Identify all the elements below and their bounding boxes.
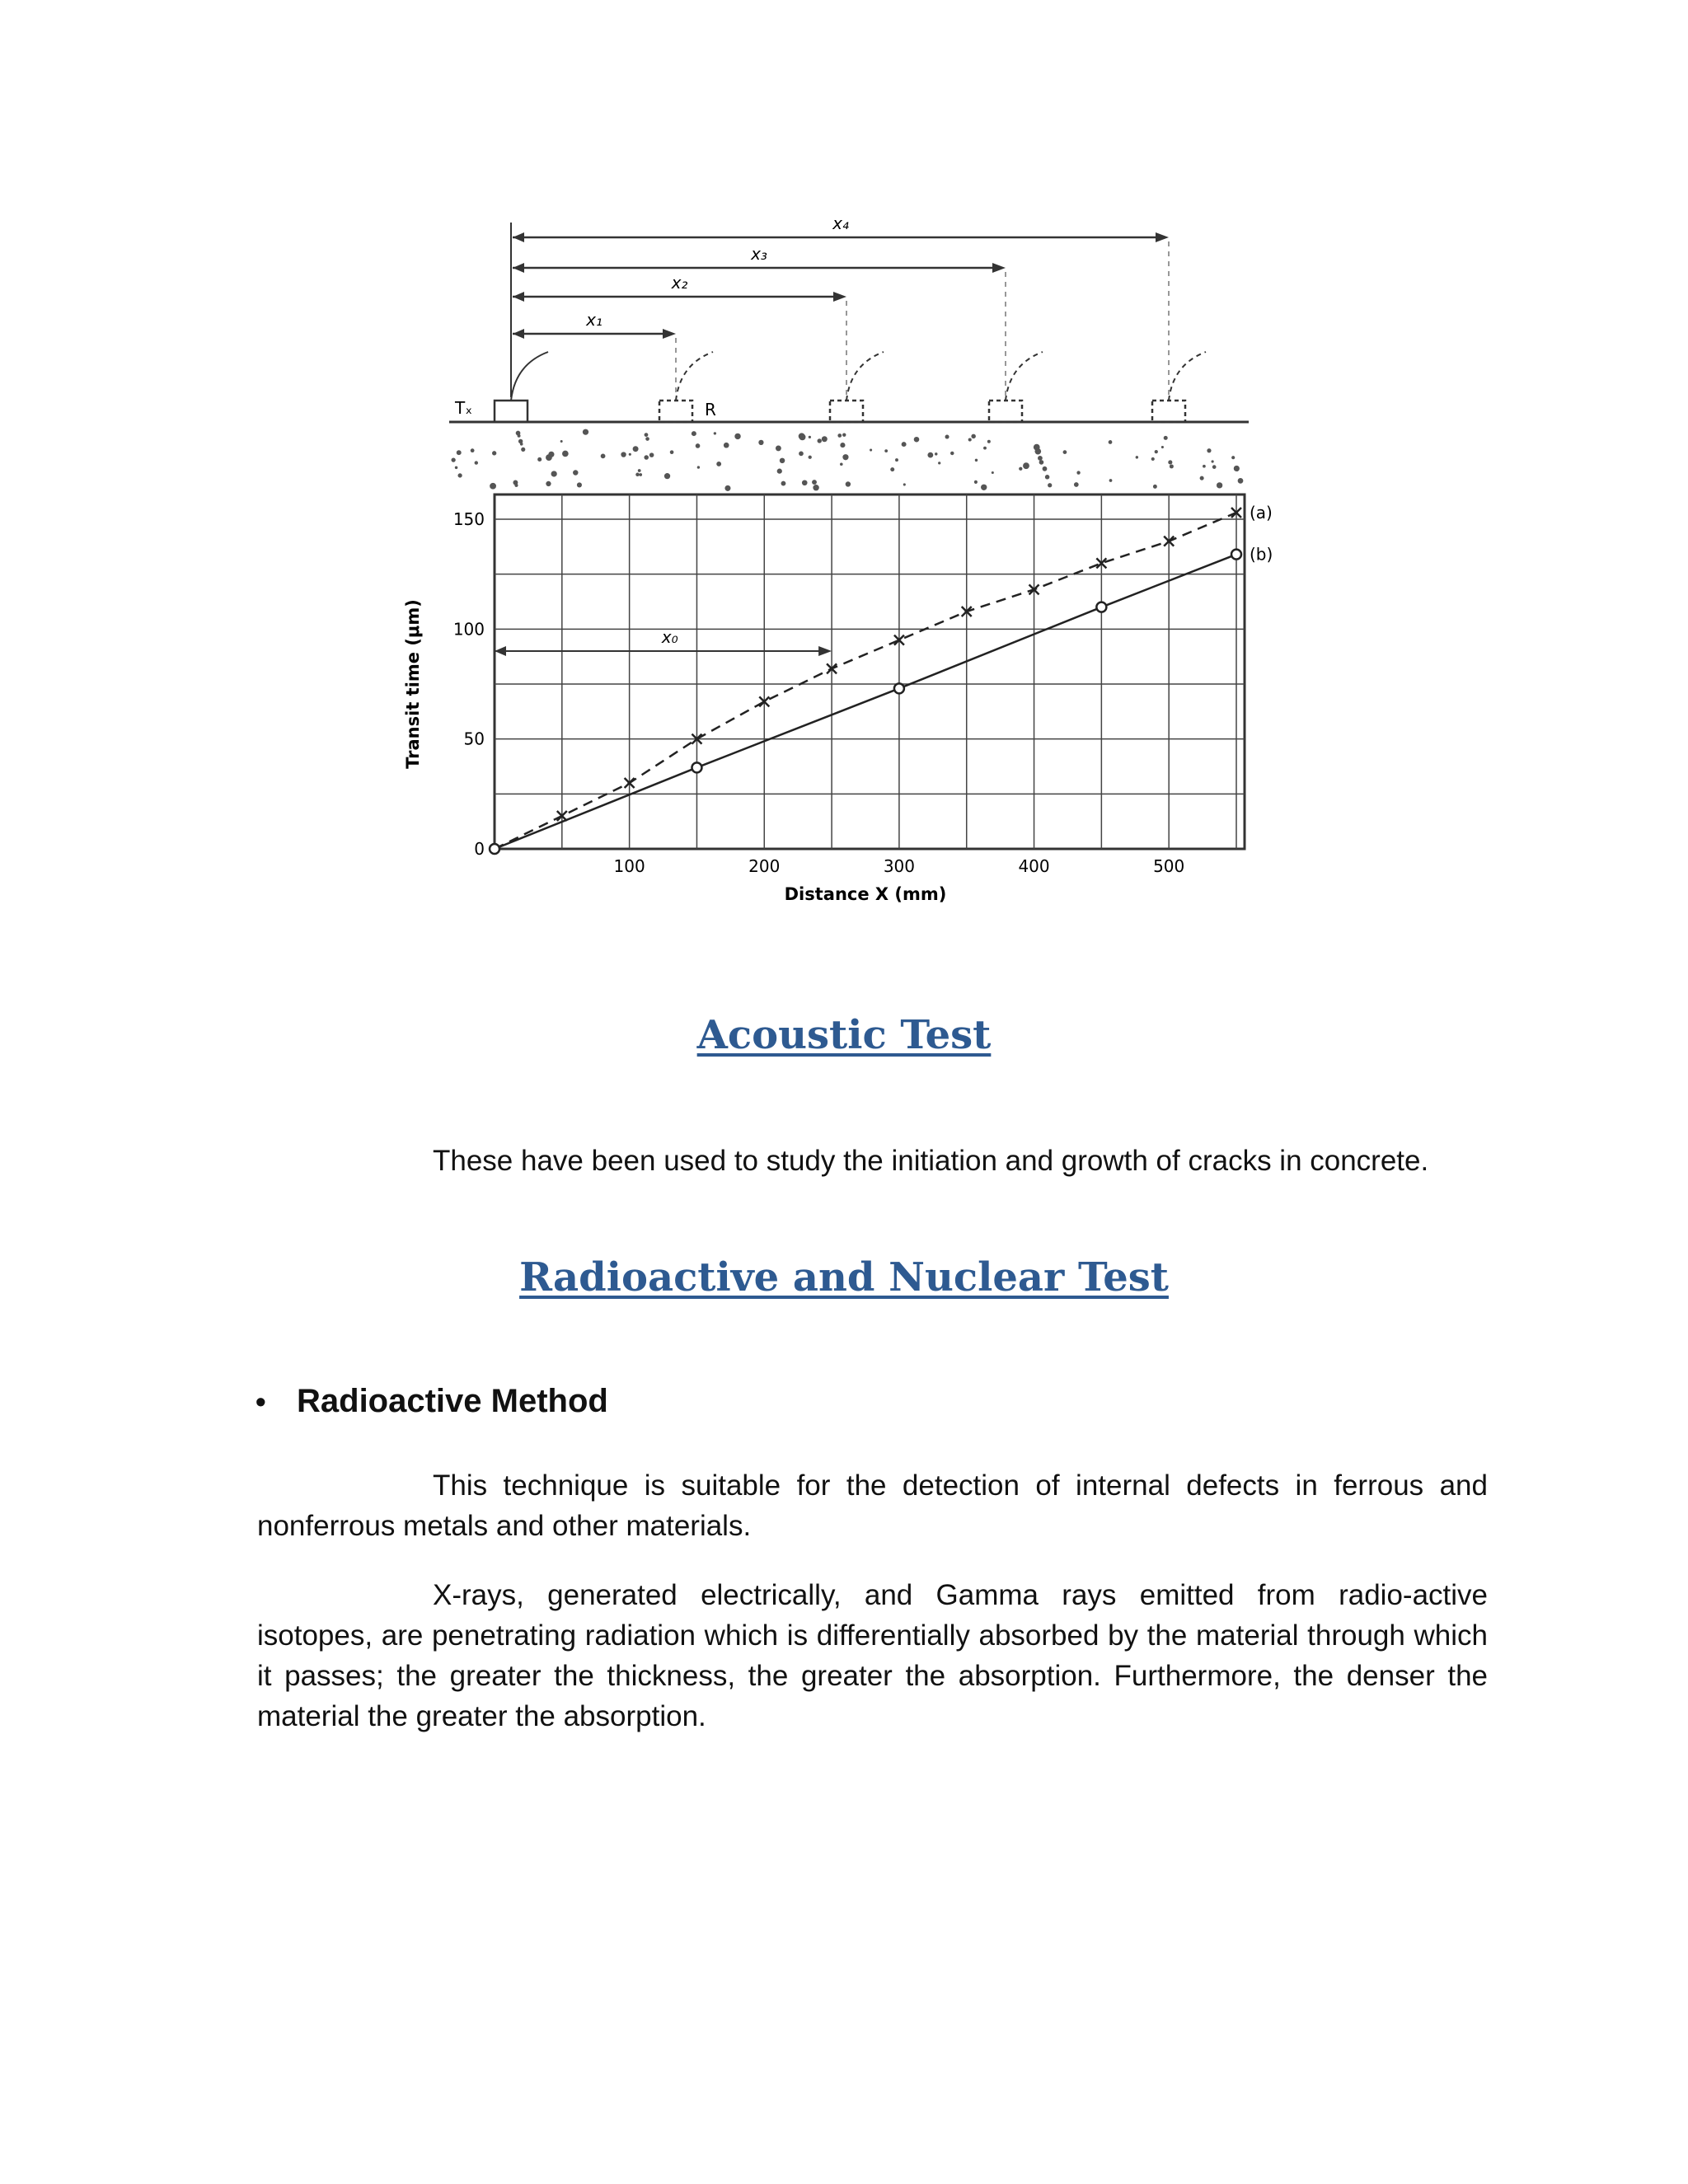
receiver-probe <box>1152 401 1185 422</box>
distance-label: x₂ <box>671 273 688 293</box>
aggregate-dot <box>780 458 785 464</box>
aggregate-dot <box>451 457 455 462</box>
aggregate-dot <box>551 471 557 476</box>
aggregate-dot <box>1063 450 1067 454</box>
probe-cable <box>1006 352 1043 401</box>
radioactive-paragraph-1: This technique is suitable for the detection of internal defects in ferrous and nonferrous metals and other materials. <box>257 1469 1488 1542</box>
x0-arrow-head-left <box>495 646 506 656</box>
aggregate-dot <box>638 469 641 472</box>
aggregate-dot <box>455 466 457 469</box>
aggregate-dot <box>562 451 569 457</box>
aggregate-dot <box>840 443 845 448</box>
aggregate-dot <box>914 437 920 443</box>
aggregate-dot <box>992 471 994 474</box>
arrow-head-left <box>513 292 524 302</box>
aggregate-dot <box>629 453 631 456</box>
aggregate-dot <box>1109 479 1113 482</box>
aggregate-dot <box>1170 464 1174 468</box>
aggregate-dot <box>902 442 907 447</box>
aggregate-dot <box>696 443 701 448</box>
transducer-diagram <box>449 213 1249 491</box>
aggregate-dot <box>938 462 940 464</box>
aggregate-dot <box>577 482 582 487</box>
aggregate-dot <box>1207 448 1211 452</box>
aggregate-dot <box>1034 448 1041 455</box>
probe-cable <box>846 352 884 401</box>
x0-arrow-head-right <box>818 646 832 656</box>
aggregate-dot <box>1161 446 1164 448</box>
arrow-head-left <box>513 232 524 242</box>
aggregate-dot <box>548 452 554 457</box>
aggregate-dot <box>818 438 822 443</box>
aggregate-dot <box>799 452 804 457</box>
aggregate-dot <box>945 435 950 439</box>
aggregate-dot <box>649 452 654 457</box>
aggregate-dot <box>1136 456 1138 458</box>
receiver-probe <box>830 401 863 422</box>
aggregate-dot <box>583 429 588 435</box>
aggregate-dot <box>870 448 872 451</box>
transit-time-chart <box>403 494 1273 904</box>
acoustic-test-heading: Acoustic Test <box>696 1012 992 1058</box>
aggregate-dot <box>1039 460 1044 465</box>
x-tick-label: 500 <box>1153 856 1185 876</box>
aggregate-dot <box>1109 440 1113 444</box>
aggregate-dot <box>457 450 462 455</box>
data-point-b <box>490 844 499 854</box>
aggregate-dot <box>822 436 828 442</box>
y-axis-label: Transit time (μm) <box>403 599 423 769</box>
aggregate-dot <box>573 470 578 475</box>
receiver-probe <box>989 401 1022 422</box>
aggregate-dot <box>842 454 848 460</box>
aggregate-dot <box>457 473 462 477</box>
aggregate-dot <box>927 452 933 458</box>
aggregate-dot <box>935 452 937 455</box>
series-line-a <box>495 513 1236 849</box>
aggregate-dot <box>809 436 811 438</box>
aggregate-dot <box>724 443 729 448</box>
bullet-icon: • <box>256 1384 266 1418</box>
transmitter-label: Tₓ <box>455 398 473 418</box>
aggregate-dot <box>981 485 987 490</box>
distance-label: x₃ <box>751 244 767 264</box>
aggregate-dot <box>518 434 521 438</box>
aggregate-dot <box>968 438 972 441</box>
arrow-head-left <box>513 263 524 273</box>
aggregate-dot <box>777 469 782 474</box>
aggregate-dot <box>724 485 730 491</box>
aggregate-dot <box>781 481 786 486</box>
probe-cable <box>676 352 713 401</box>
distance-label: x₁ <box>586 310 603 330</box>
arrow-head-right <box>992 263 1006 273</box>
data-point-b <box>1231 550 1241 560</box>
aggregate-dot <box>645 433 649 437</box>
aggregate-dot <box>644 455 649 460</box>
y-tick-label: 0 <box>474 839 485 859</box>
y-tick-label: 50 <box>463 729 485 749</box>
aggregate-dot <box>1212 460 1214 462</box>
x-axis-label: Distance X (mm) <box>784 884 947 904</box>
aggregate-dot <box>560 440 563 443</box>
series-label-a: (a) <box>1250 503 1273 523</box>
aggregate-dot <box>1238 478 1244 484</box>
aggregate-dot <box>884 449 888 452</box>
aggregate-dot <box>842 433 846 436</box>
aggregate-dot <box>776 445 781 451</box>
aggregate-dot <box>639 473 642 476</box>
aggregate-dot <box>697 466 700 468</box>
aggregate-dot <box>635 473 640 477</box>
aggregate-dot <box>1074 482 1079 487</box>
y-tick-label: 100 <box>452 619 485 640</box>
aggregate-dot <box>1153 485 1157 489</box>
distance-label: x₄ <box>832 213 849 233</box>
x-tick-label: 200 <box>748 856 781 876</box>
aggregate-dot <box>802 480 808 485</box>
aggregate-dot <box>664 473 670 479</box>
aggregate-dot <box>1231 456 1235 459</box>
data-point-b <box>692 762 701 772</box>
aggregate-dot <box>546 481 551 486</box>
receiver-probe <box>659 401 692 422</box>
aggregate-dot <box>1076 471 1080 474</box>
aggregate-dot <box>490 483 496 490</box>
aggregate-dot <box>1038 456 1043 461</box>
aggregate-dot <box>514 484 518 487</box>
series-line-b <box>495 555 1236 849</box>
aggregate-dot <box>537 457 542 462</box>
aggregate-dot <box>492 451 496 455</box>
radioactive-method-bullet <box>256 1383 608 1420</box>
radioactive-paragraph-2: X-rays, generated electrically, and Gamma rays emitted from radio-active isotopes, are penetrating radiation which is differentially absorbed by the material through which it passes; the greater the thickness, the greater the absorption. Furthermore, the denser the material the greater the absorption. <box>257 1579 1488 1732</box>
x-tick-label: 400 <box>1018 856 1050 876</box>
aggregate-dot <box>987 440 991 443</box>
transmitter-probe <box>495 401 528 422</box>
aggregate-dot <box>1236 468 1239 471</box>
aggregate-dot <box>812 480 817 485</box>
aggregate-dot <box>1151 457 1155 461</box>
y-tick-label: 150 <box>452 509 485 529</box>
aggregate-dot <box>890 467 894 471</box>
aggregate-dot <box>1023 462 1029 469</box>
probe-cable <box>1169 352 1206 401</box>
aggregate-dot <box>1212 465 1217 469</box>
aggregate-dot <box>1045 475 1050 480</box>
arrow-head-left <box>513 329 524 339</box>
aggregate-dot <box>799 433 805 439</box>
aggregate-dot <box>621 452 626 457</box>
aggregate-dot <box>1043 466 1048 471</box>
aggregate-dot <box>1164 436 1168 440</box>
aggregate-dot <box>983 447 987 450</box>
arrow-head-right <box>833 292 846 302</box>
aggregate-dot <box>809 456 812 459</box>
aggregate-dot <box>601 453 606 458</box>
aggregate-dot <box>633 446 639 452</box>
aggregate-dot <box>950 452 954 455</box>
receiver-label: R <box>705 400 716 419</box>
aggregate-dot <box>895 458 898 462</box>
aggregate-dot <box>1217 482 1222 488</box>
aggregate-dot <box>520 443 523 446</box>
aggregate-dot <box>692 431 696 436</box>
aggregate-dot <box>1019 467 1022 471</box>
aggregate-dot <box>813 485 818 490</box>
x-tick-label: 100 <box>613 856 645 876</box>
aggregate-dot <box>645 437 649 441</box>
arrow-head-right <box>663 329 676 339</box>
aggregate-dot <box>846 481 851 486</box>
aggregate-dot <box>840 462 843 466</box>
aggregate-dot <box>716 462 721 466</box>
aggregate-dot <box>1155 450 1158 453</box>
aggregate-dot <box>974 480 978 484</box>
data-point-b <box>1096 602 1106 612</box>
aggregate-dot <box>475 461 478 464</box>
x0-annotation: x₀ <box>661 627 678 647</box>
aggregate-dot <box>903 483 906 485</box>
x-tick-label: 300 <box>883 856 916 876</box>
acoustic-test-body: These have been used to study the initiation and growth of cracks in concrete. <box>433 1145 1429 1177</box>
radioactive-method-label: Radioactive Method <box>297 1383 608 1419</box>
aggregate-dot <box>975 459 978 462</box>
chart-frame <box>495 494 1245 849</box>
aggregate-dot <box>971 434 975 438</box>
series-label-b: (b) <box>1250 544 1273 565</box>
data-point-b <box>894 683 904 693</box>
aggregate-dot <box>670 450 674 454</box>
aggregate-dot <box>1203 465 1206 468</box>
aggregate-dot <box>1048 483 1052 487</box>
aggregate-dot <box>1168 460 1172 464</box>
aggregate-dot <box>837 434 842 438</box>
aggregate-dot <box>471 448 475 452</box>
arrow-head-right <box>1156 232 1169 242</box>
radioactive-nuclear-heading: Radioactive and Nuclear Test <box>519 1254 1169 1301</box>
aggregate-dot <box>1200 476 1204 480</box>
aggregate-dot <box>521 448 525 452</box>
aggregate-dot <box>758 440 763 445</box>
aggregate-dot <box>714 432 716 434</box>
aggregate-dot <box>734 434 740 439</box>
probe-cable <box>511 352 548 401</box>
ultrasonic-figure <box>387 190 1278 935</box>
